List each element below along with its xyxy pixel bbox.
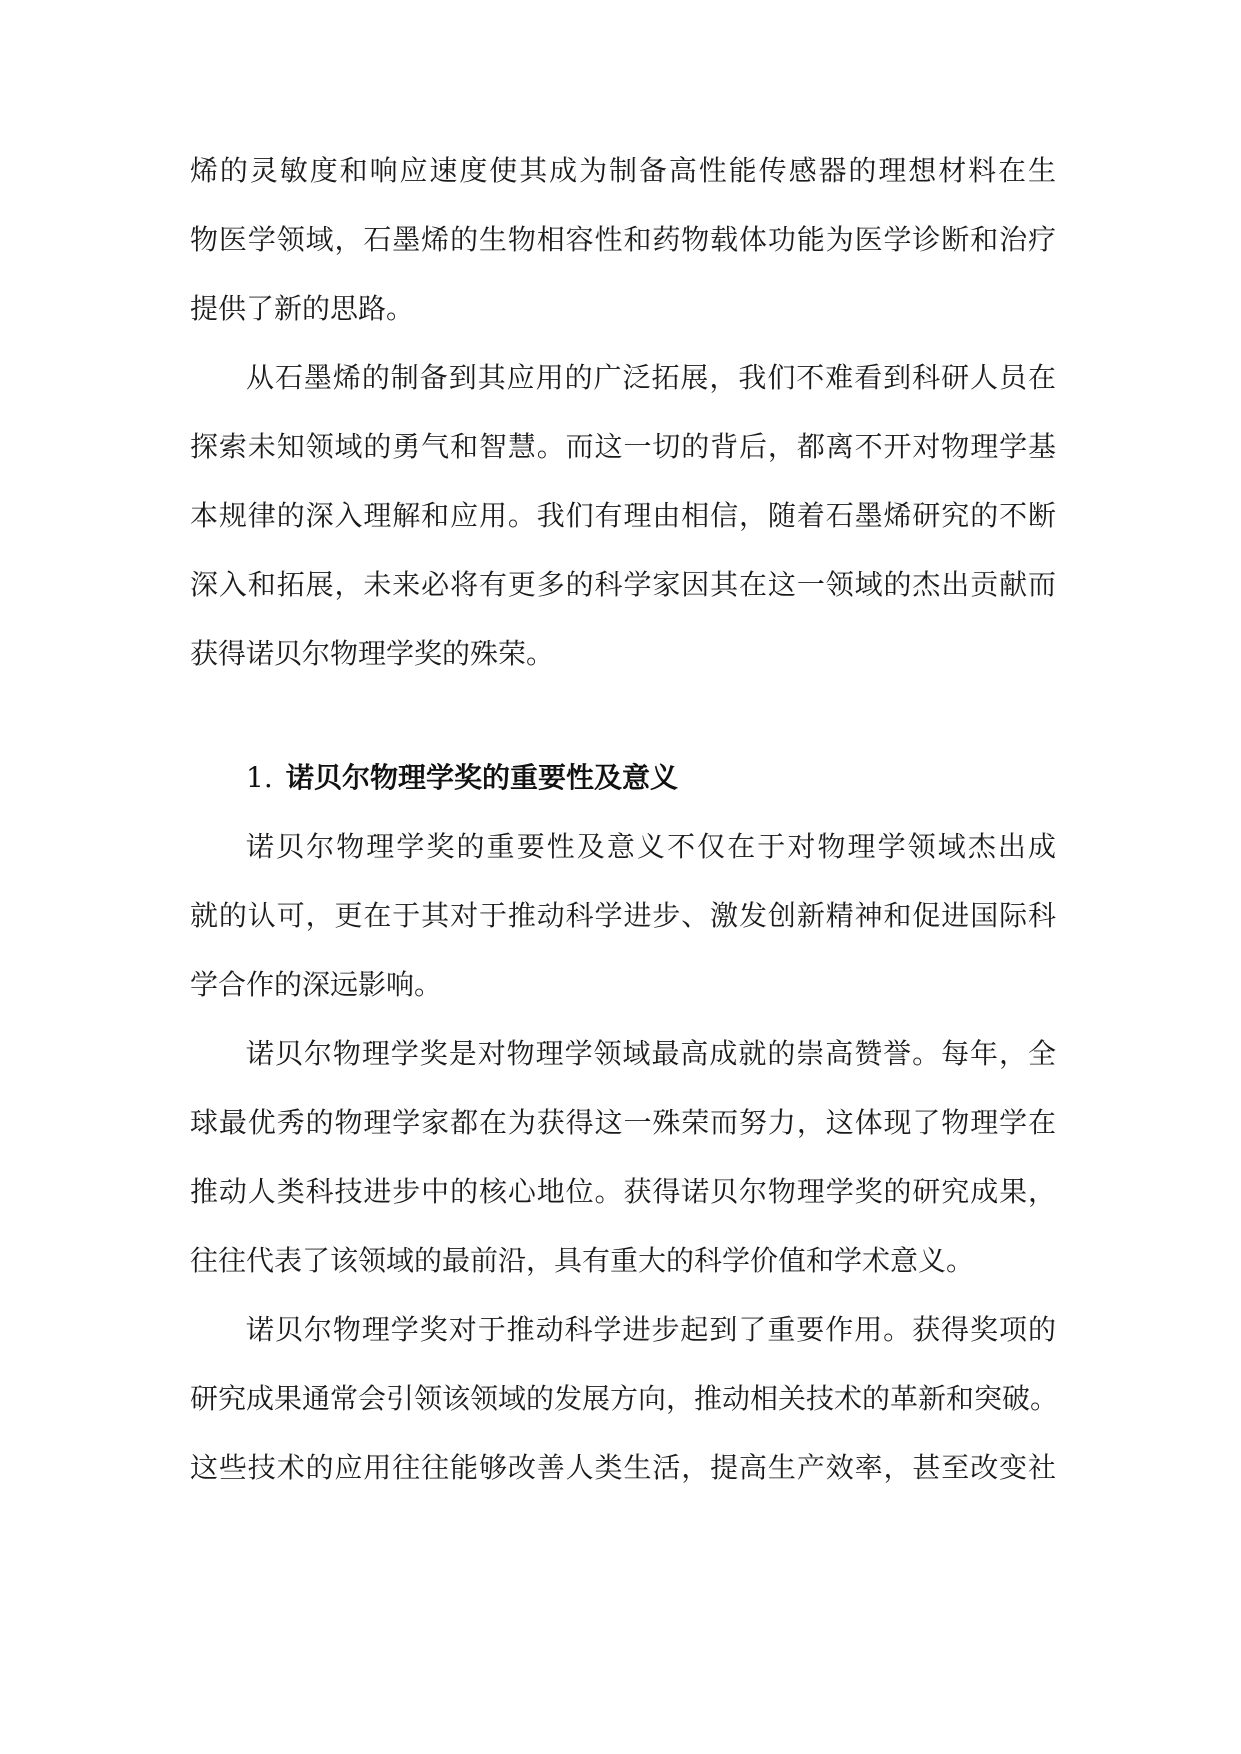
text-line: 球最优秀的物理学家都在为获得这一殊荣而努力，这体现了物理学在 xyxy=(190,1106,1056,1139)
section-spacer xyxy=(190,688,1056,743)
text-line: 深入和拓展，未来必将有更多的科学家因其在这一领域的杰出贡献而 xyxy=(190,568,1056,601)
section-number: 1. xyxy=(246,761,273,794)
text-line: 就的认可，更在于其对于推动科学进步、激发创新精神和促进国际科 xyxy=(190,899,1056,932)
text-line: 从石墨烯的制备到其应用的广泛拓展，我们不难看到科研人员在 xyxy=(246,361,1056,394)
paragraph-graphene-outlook xyxy=(190,343,1056,688)
text-line: 研究成果通常会引领该领域的发展方向，推动相关技术的革新和突破。 xyxy=(190,1382,1059,1415)
text-line: 探索未知领域的勇气和智慧。而这一切的背后，都离不开对物理学基 xyxy=(190,430,1056,463)
text-line: 本规律的深入理解和应用。我们有理由相信，随着石墨烯研究的不断 xyxy=(190,499,1056,532)
text-line: 这些技术的应用往往能够改善人类生活，提高生产效率，甚至改变社 xyxy=(190,1451,1056,1484)
text-line: 往往代表了该领域的最前沿，具有重大的科学价值和学术意义。 xyxy=(190,1244,975,1277)
document-body xyxy=(190,136,1059,1502)
text-line: 获得诺贝尔物理学奖的殊荣。 xyxy=(190,637,555,670)
text-line: 诺贝尔物理学奖对于推动科学进步起到了重要作用。获得奖项的 xyxy=(246,1313,1056,1346)
text-line: 学合作的深远影响。 xyxy=(190,968,443,1001)
text-line: 推动人类科技进步中的核心地位。获得诺贝尔物理学奖的研究成果， xyxy=(190,1175,1056,1208)
text-line: 物医学领域，石墨烯的生物相容性和药物载体功能为医学诊断和治疗 xyxy=(190,223,1056,256)
paragraph-nobel-significance xyxy=(190,812,1056,1019)
text-line: 烯的灵敏度和响应速度使其成为制备高性能传感器的理想材料在生 xyxy=(190,154,1056,187)
paragraph-graphene-applications xyxy=(190,136,1056,343)
paragraph-nobel-progress xyxy=(190,1295,1059,1502)
text-line: 提供了新的思路。 xyxy=(190,292,415,325)
paragraph-nobel-honor xyxy=(190,1019,1056,1295)
section-heading xyxy=(190,743,1056,812)
text-line: 诺贝尔物理学奖的重要性及意义不仅在于对物理学领域杰出成 xyxy=(246,830,1056,863)
text-line: 诺贝尔物理学奖是对物理学领域最高成就的崇高赞誉。每年，全 xyxy=(246,1037,1056,1070)
section-title: 诺贝尔物理学奖的重要性及意义 xyxy=(286,761,679,794)
